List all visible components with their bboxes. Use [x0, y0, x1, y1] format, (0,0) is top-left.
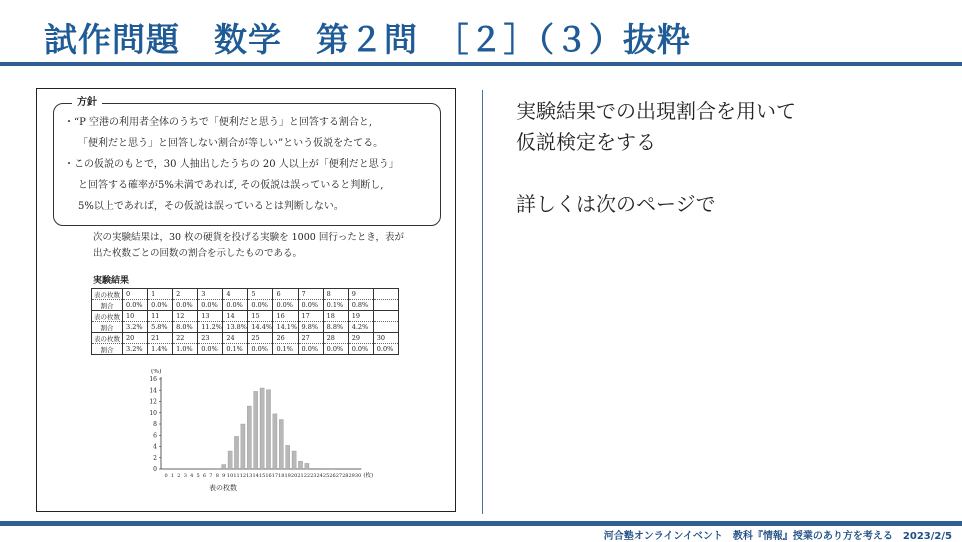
x-tick-label: 19 [284, 473, 291, 479]
x-tick-label: 23 [310, 473, 317, 479]
results-table-title: 実験結果 [93, 276, 130, 286]
histogram-bar [234, 436, 238, 469]
table-count-cell: 29 [348, 333, 373, 344]
x-tick-label: 10 [226, 473, 234, 479]
x-tick-label: 4 [190, 473, 194, 479]
footer-divider [0, 521, 962, 526]
x-tick-label: 17 [271, 473, 279, 479]
x-tick-label: 5 [196, 473, 200, 479]
histogram-bar [298, 461, 302, 469]
y-tick-label: 6 [153, 432, 157, 440]
table-ratio-cell: 13.8% [223, 322, 248, 333]
problem-excerpt [36, 88, 456, 512]
table-count-cell [373, 311, 398, 322]
table-count-cell: 10 [123, 311, 148, 322]
histogram [137, 369, 447, 501]
table-count-cell: 3 [198, 289, 223, 300]
histogram-bar [292, 451, 296, 469]
experiment-intro [93, 230, 433, 262]
table-header-cell: 表の枚数 [92, 333, 123, 344]
table-count-cell: 12 [173, 311, 198, 322]
x-tick-label: 25 [322, 473, 330, 479]
x-tick-label: 0 [164, 473, 168, 479]
table-ratio-cell: 4.2% [348, 322, 373, 333]
table-ratio-cell: 1.0% [173, 344, 198, 355]
table-ratio-cell: 0.0% [323, 344, 348, 355]
table-count-cell: 14 [223, 311, 248, 322]
column-divider [482, 90, 483, 514]
x-tick-label: 13 [246, 473, 253, 479]
table-ratio-cell: 3.2% [123, 344, 148, 355]
table-ratio-cell: 0.1% [323, 300, 348, 311]
table-ratio-cell: 0.0% [198, 300, 223, 311]
table-ratio-cell: 0.0% [173, 300, 198, 311]
table-ratio-cell: 9.8% [298, 322, 323, 333]
y-tick-label: 0 [153, 466, 157, 473]
policy-box [53, 97, 441, 226]
table-count-cell [373, 289, 398, 300]
table-count-cell: 26 [273, 333, 298, 344]
table-count-cell: 19 [348, 311, 373, 322]
table-ratio-cell: 0.1% [223, 344, 248, 355]
table-count-cell: 4 [223, 289, 248, 300]
x-tick-label: 24 [316, 473, 323, 479]
table-count-cell: 20 [123, 333, 148, 344]
x-tick-label: 14 [252, 473, 259, 479]
table-count-cell: 15 [248, 311, 273, 322]
histogram-bar [305, 463, 309, 469]
x-tick-label: 2 [177, 473, 181, 479]
note-line: 詳しくは次のページで [516, 192, 716, 216]
table-ratio-cell: 0.0% [373, 344, 398, 355]
histogram-bar [318, 468, 322, 469]
table-count-cell: 5 [248, 289, 273, 300]
table-count-cell: 27 [298, 333, 323, 344]
table-header-cell: 割合 [92, 300, 123, 311]
x-tick-label: 16 [265, 473, 272, 479]
histogram-bar [254, 391, 258, 469]
x-tick-label: 18 [278, 473, 285, 479]
table-count-cell: 7 [298, 289, 323, 300]
table-header-cell: 割合 [92, 322, 123, 333]
histogram-bar [330, 468, 334, 469]
table-header-cell: 表の枚数 [92, 289, 123, 300]
table-ratio-cell: 0.1% [273, 344, 298, 355]
table-count-cell: 23 [198, 333, 223, 344]
table-count-cell: 8 [323, 289, 348, 300]
histogram-bar [279, 420, 283, 470]
table-header-cell: 表の枚数 [92, 311, 123, 322]
note-line: 仮説検定をする [516, 130, 656, 154]
intro-line: 出た枚数ごとの回数の割合を示したものである。 [93, 248, 303, 259]
table-ratio-cell: 8.0% [173, 322, 198, 333]
histogram-bar [215, 468, 219, 469]
table-count-cell: 17 [298, 311, 323, 322]
table-count-cell: 11 [148, 311, 173, 322]
table-count-cell: 0 [123, 289, 148, 300]
slide-footer: 河合塾オンラインイベント 教科『情報』授業のあり方を考える 2023/2/5 [603, 531, 952, 542]
intro-line: 次の実験結果は，30 枚の硬貨を投げる実験を 1000 回行ったとき，表が [93, 232, 404, 243]
y-tick-label: 4 [153, 443, 157, 451]
policy-line: ・“P 空港の利用者全体のうちで「便利だと思う」と回答する割合と, [64, 117, 373, 128]
table-ratio-cell: 0.8% [348, 300, 373, 311]
x-axis-label: 表の枚数 [209, 484, 237, 492]
policy-title: 方針 [72, 96, 102, 110]
histogram-bar [266, 390, 270, 469]
x-unit-label: (枚) [363, 473, 374, 479]
histogram-bar [241, 424, 245, 469]
x-tick-label: 26 [329, 473, 336, 479]
y-tick-label: 14 [149, 387, 157, 395]
table-ratio-cell [373, 300, 398, 311]
table-count-cell: 13 [198, 311, 223, 322]
table-ratio-cell: 11.2% [198, 322, 223, 333]
table-ratio-cell: 0.0% [248, 344, 273, 355]
x-tick-label: 30 [354, 473, 362, 479]
table-ratio-cell: 14.1% [273, 322, 298, 333]
histogram-bar [222, 465, 226, 470]
table-ratio-cell: 0.0% [148, 300, 173, 311]
table-count-cell: 28 [323, 333, 348, 344]
x-tick-label: 27 [335, 473, 343, 479]
table-ratio-cell: 0.0% [248, 300, 273, 311]
histogram-bar [260, 388, 264, 469]
table-count-cell: 2 [173, 289, 198, 300]
y-tick-label: 12 [149, 398, 157, 406]
table-ratio-cell: 1.4% [148, 344, 173, 355]
table-ratio-cell: 14.4% [248, 322, 273, 333]
x-tick-label: 12 [239, 473, 247, 479]
table-count-cell: 16 [273, 311, 298, 322]
x-tick-label: 28 [342, 473, 349, 479]
table-ratio-cell: 0.0% [123, 300, 148, 311]
table-count-cell: 30 [373, 333, 398, 344]
x-tick-label: 29 [348, 473, 355, 479]
table-count-cell: 6 [273, 289, 298, 300]
policy-line: 5%以上であれば，その仮説は誤っているとは判断しない。 [78, 201, 344, 212]
table-count-cell: 1 [148, 289, 173, 300]
x-tick-label: 7 [209, 473, 213, 479]
table-count-cell: 21 [148, 333, 173, 344]
y-tick-label: 8 [153, 421, 157, 428]
table-count-cell: 25 [248, 333, 273, 344]
y-tick-label: 10 [149, 409, 157, 417]
table-ratio-cell: 3.2% [123, 322, 148, 333]
table-ratio-cell [373, 322, 398, 333]
header-divider [0, 62, 962, 66]
histogram-bar [228, 451, 232, 469]
x-tick-label: 22 [303, 473, 311, 479]
x-tick-label: 11 [233, 473, 240, 479]
x-tick-label: 20 [290, 473, 298, 479]
notes [516, 96, 796, 220]
histogram-bar [273, 414, 277, 469]
table-ratio-cell: 0.0% [298, 300, 323, 311]
note-line: 実験結果での出現割合を用いて [516, 99, 796, 123]
table-count-cell: 24 [223, 333, 248, 344]
x-tick-label: 3 [183, 473, 187, 479]
table-ratio-cell: 0.0% [298, 344, 323, 355]
x-tick-label: 21 [297, 473, 304, 479]
table-ratio-cell: 0.0% [273, 300, 298, 311]
table-ratio-cell: 0.0% [198, 344, 223, 355]
policy-line: と回答する確率が5%未満であれば, その仮説は誤っていると判断し, [78, 180, 384, 191]
x-tick-label: 1 [170, 473, 175, 479]
y-tick-label: 2 [153, 454, 157, 462]
x-tick-label: 8 [215, 473, 219, 479]
x-tick-label: 6 [202, 473, 207, 479]
results-table [91, 288, 399, 355]
policy-line: ・この仮説のもとで，30 人抽出したうちの 20 人以上が「便利だと思う」 [64, 159, 399, 170]
table-count-cell: 9 [348, 289, 373, 300]
table-ratio-cell: 5.8% [148, 322, 173, 333]
table-count-cell: 18 [323, 311, 348, 322]
slide-title: 試作問題 数学 第２問 ［２］（３）抜粋 [44, 20, 691, 59]
table-ratio-cell: 8.8% [323, 322, 348, 333]
y-tick-label: 16 [149, 376, 157, 383]
histogram-bar [286, 445, 290, 469]
x-tick-label: 9 [222, 473, 226, 479]
x-tick-label: 15 [258, 473, 266, 479]
histogram-bar [247, 406, 251, 469]
y-axis-label: (%) [151, 369, 162, 375]
policy-line: 「便利だと思う」と回答しない割合が等しい”という仮説をたてる。 [78, 138, 384, 149]
table-header-cell: 割合 [92, 344, 123, 355]
table-ratio-cell: 0.0% [348, 344, 373, 355]
table-count-cell: 22 [173, 333, 198, 344]
table-ratio-cell: 0.0% [223, 300, 248, 311]
